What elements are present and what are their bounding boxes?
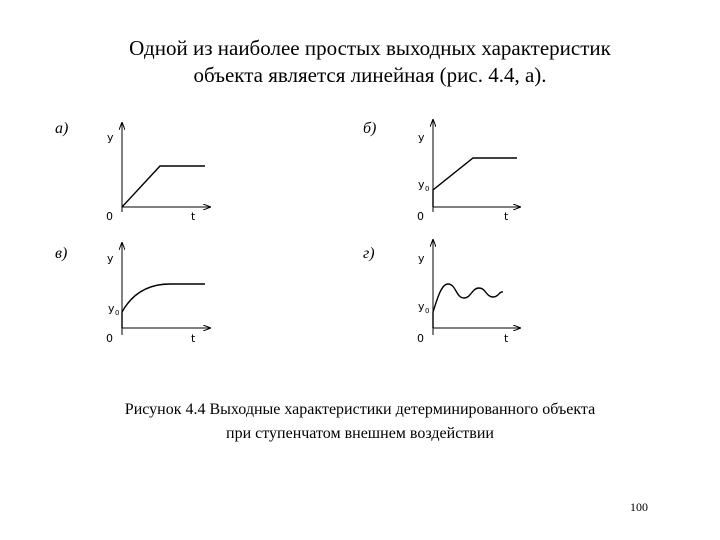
panel-v: [55, 243, 210, 345]
panel-g-origin-label: 0: [417, 332, 424, 345]
panel-g-curve: [433, 284, 503, 328]
panel-v-letter: в): [55, 245, 68, 262]
panel-a-origin-label: 0: [106, 210, 113, 223]
figure-caption: [40, 398, 680, 446]
panel-v-curve: [122, 284, 205, 328]
panel-v-origin-label: 0: [106, 332, 113, 345]
caption-line-1: Рисунок 4.4 Выходные характеристики детерминированного объекта: [124, 401, 596, 418]
intro-line-2: объекта является линейная (рис. 4.4, а).: [193, 63, 547, 87]
panel-v-y0-label: y: [108, 302, 115, 315]
panel-b-t-label: t: [504, 210, 509, 223]
panel-b-letter: б): [363, 120, 377, 137]
panel-g-y0-label: y: [418, 300, 425, 313]
caption-line-2: при ступенчатом внешнем воздействии: [226, 425, 494, 442]
panel-g-t-label: t: [504, 332, 509, 345]
panel-v-t-label: t: [191, 332, 196, 345]
panel-v-y0-subscript: 0: [115, 309, 120, 317]
panel-a-y-label: y: [107, 131, 114, 144]
panel-g: [363, 240, 520, 345]
panel-b-y-label: y: [418, 131, 425, 144]
panel-b-y0-subscript: 0: [425, 185, 430, 193]
panel-b-curve: [433, 158, 517, 207]
panel-b: [363, 120, 520, 223]
intro-line-1: Одной из наиболее простых выходных характеристик: [129, 36, 611, 60]
panel-a: [55, 120, 210, 223]
panel-g-y-label: y: [418, 252, 425, 265]
panel-b-origin-label: 0: [417, 210, 424, 223]
panel-b-y0-label: y: [418, 178, 425, 191]
page-number: 100: [630, 500, 648, 514]
panel-a-t-label: t: [191, 210, 196, 223]
panel-a-curve: [122, 166, 205, 207]
panel-a-letter: а): [55, 120, 69, 137]
panel-v-y-label: y: [107, 252, 114, 265]
panel-g-letter: г): [363, 245, 375, 262]
panel-g-y0-subscript: 0: [425, 307, 430, 315]
